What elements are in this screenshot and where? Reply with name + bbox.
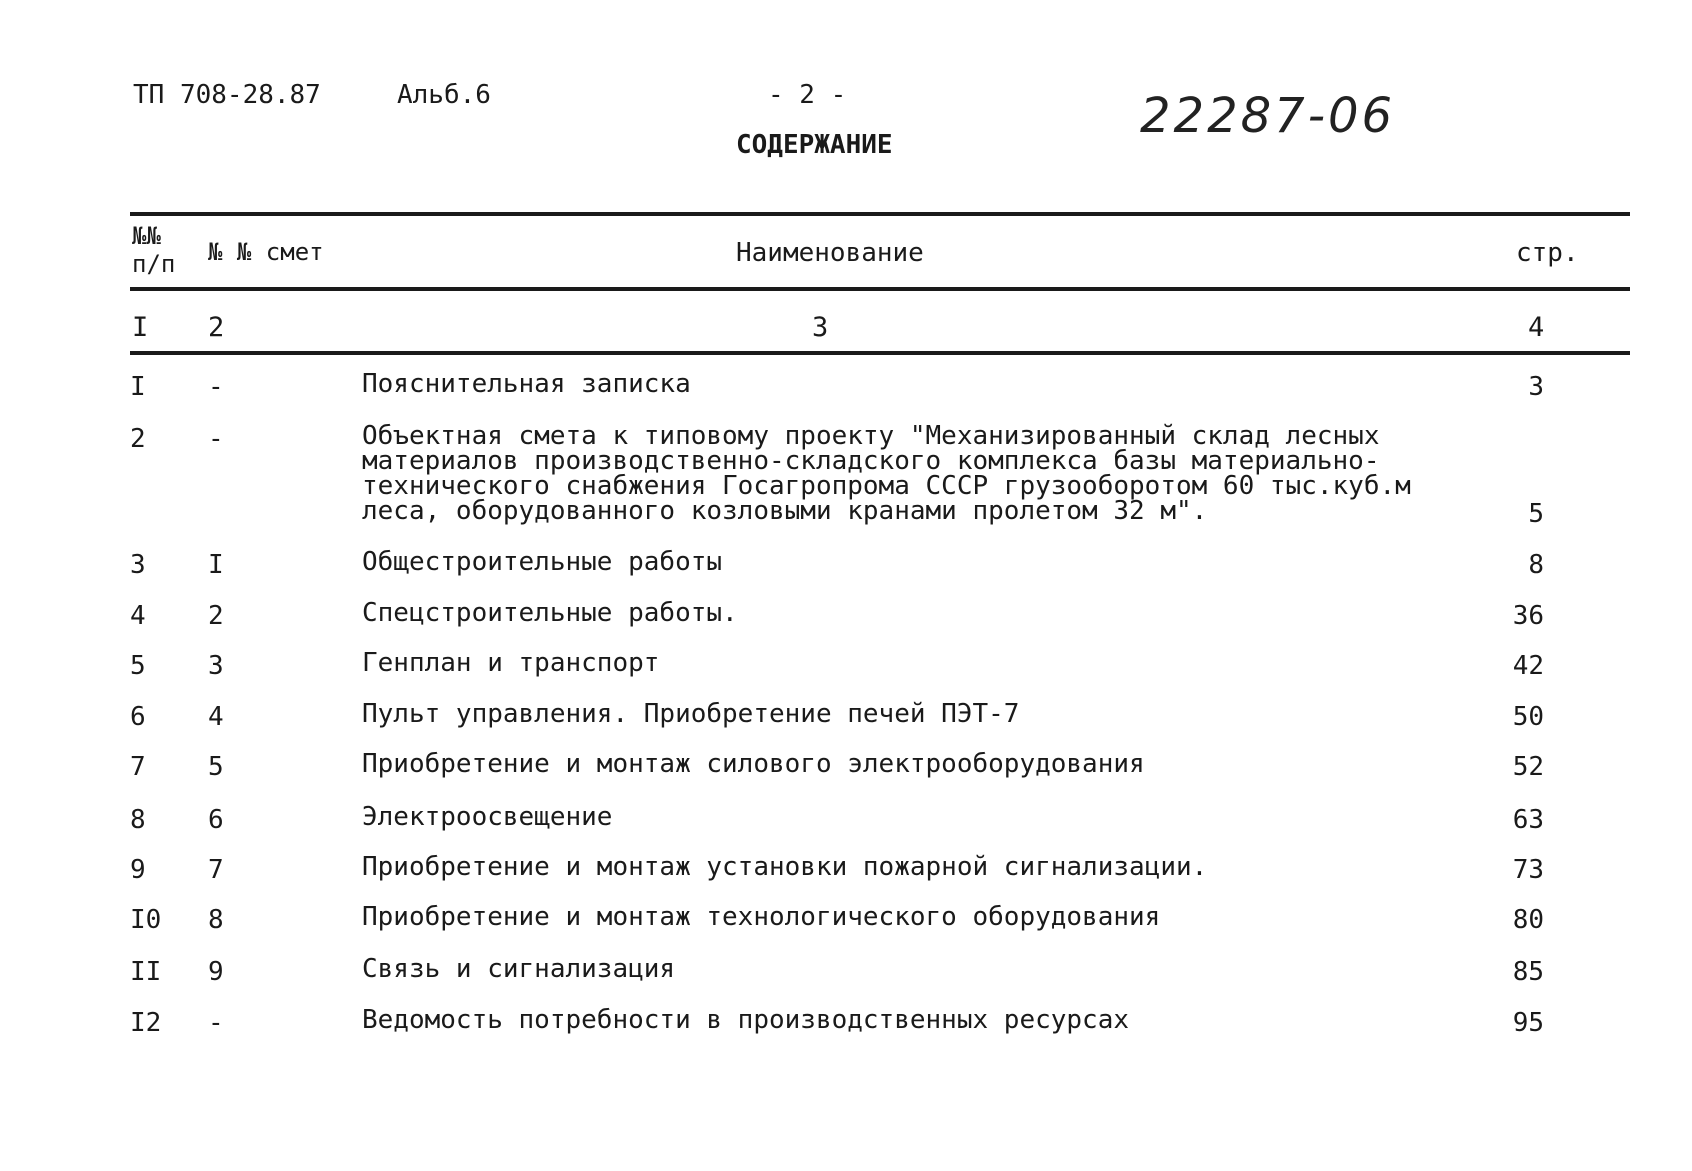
row-item-number: 8 xyxy=(130,805,146,835)
row-page: 85 xyxy=(1512,957,1544,987)
row-estimate-number: - xyxy=(208,424,224,454)
row-estimate-number: 5 xyxy=(208,752,224,782)
handwritten-inventory-number: 22287-06 xyxy=(1140,88,1396,144)
row-page: 36 xyxy=(1512,601,1544,631)
table-top-rule xyxy=(130,212,1630,216)
column-header-item-number: №№ п/п xyxy=(132,222,176,278)
column-number-1: I xyxy=(132,312,149,343)
row-item-number: 2 xyxy=(130,424,146,454)
row-page: 80 xyxy=(1512,905,1544,935)
row-name: Пояснительная записка xyxy=(362,369,691,399)
row-item-number: 3 xyxy=(130,550,146,580)
row-estimate-number: 2 xyxy=(208,601,224,631)
row-name: Приобретение и монтаж установки пожарной сигнализации. xyxy=(362,852,1208,882)
row-estimate-number: - xyxy=(208,372,224,402)
row-name: Объектная смета к типовому проекту "Механизированный склад лесных материалов производственно-складского комплекса базы материально- технического снабжения Госагропрома СССР грузооборотом 60 тыс.куб.м леса, оборудованного козловыми кранами пролетом 32 м". xyxy=(362,421,1411,526)
row-name: Приобретение и монтаж силового электрооборудования xyxy=(362,749,1145,779)
row-item-number: I xyxy=(130,372,146,402)
row-estimate-number: 7 xyxy=(208,855,224,885)
row-page: 52 xyxy=(1512,752,1544,782)
row-name: Ведомость потребности в производственных ресурсах xyxy=(362,1005,1130,1035)
row-name: Электроосвещение xyxy=(362,802,613,832)
row-estimate-number: 8 xyxy=(208,905,224,935)
row-item-number: 5 xyxy=(130,651,146,681)
row-page: 63 xyxy=(1512,805,1544,835)
row-name: Общестроительные работы xyxy=(362,547,723,577)
table-colnum-rule xyxy=(130,351,1630,355)
row-name: Генплан и транспорт xyxy=(362,648,660,678)
row-item-number: I2 xyxy=(130,1008,162,1038)
row-page: 5 xyxy=(1528,499,1544,529)
album-number: Альб.6 xyxy=(397,80,491,110)
row-page: 50 xyxy=(1512,702,1544,732)
row-estimate-number: 3 xyxy=(208,651,224,681)
row-item-number: II xyxy=(130,957,162,987)
row-item-number: I0 xyxy=(130,905,162,935)
row-item-number: 9 xyxy=(130,855,146,885)
column-number-4: 4 xyxy=(1528,312,1545,343)
row-estimate-number: 4 xyxy=(208,702,224,732)
document-code: ТП 708-28.87 xyxy=(133,80,321,110)
table-header-rule xyxy=(130,287,1630,291)
row-estimate-number: 6 xyxy=(208,805,224,835)
column-header-name: Наименование xyxy=(736,238,924,268)
row-estimate-number: - xyxy=(208,1008,224,1038)
page-number: - 2 - xyxy=(768,80,847,110)
row-page: 73 xyxy=(1512,855,1544,885)
column-header-estimate-number: № № смет xyxy=(208,238,324,266)
row-page: 3 xyxy=(1528,372,1544,402)
row-name: Связь и сигнализация xyxy=(362,954,676,984)
row-page: 42 xyxy=(1512,651,1544,681)
row-item-number: 7 xyxy=(130,752,146,782)
column-number-3: 3 xyxy=(812,312,829,343)
column-header-page: стр. xyxy=(1516,238,1579,268)
column-number-2: 2 xyxy=(208,312,225,343)
row-item-number: 4 xyxy=(130,601,146,631)
row-estimate-number: 9 xyxy=(208,957,224,987)
row-page: 95 xyxy=(1512,1008,1544,1038)
row-name: Пульт управления. Приобретение печей ПЭТ-7 xyxy=(362,699,1020,729)
row-estimate-number: I xyxy=(208,550,224,580)
page-title: СОДЕРЖАНИЕ xyxy=(736,130,893,160)
row-name: Приобретение и монтаж технологического оборудования xyxy=(362,902,1161,932)
row-name: Спецстроительные работы. xyxy=(362,598,738,628)
row-page: 8 xyxy=(1528,550,1544,580)
row-item-number: 6 xyxy=(130,702,146,732)
